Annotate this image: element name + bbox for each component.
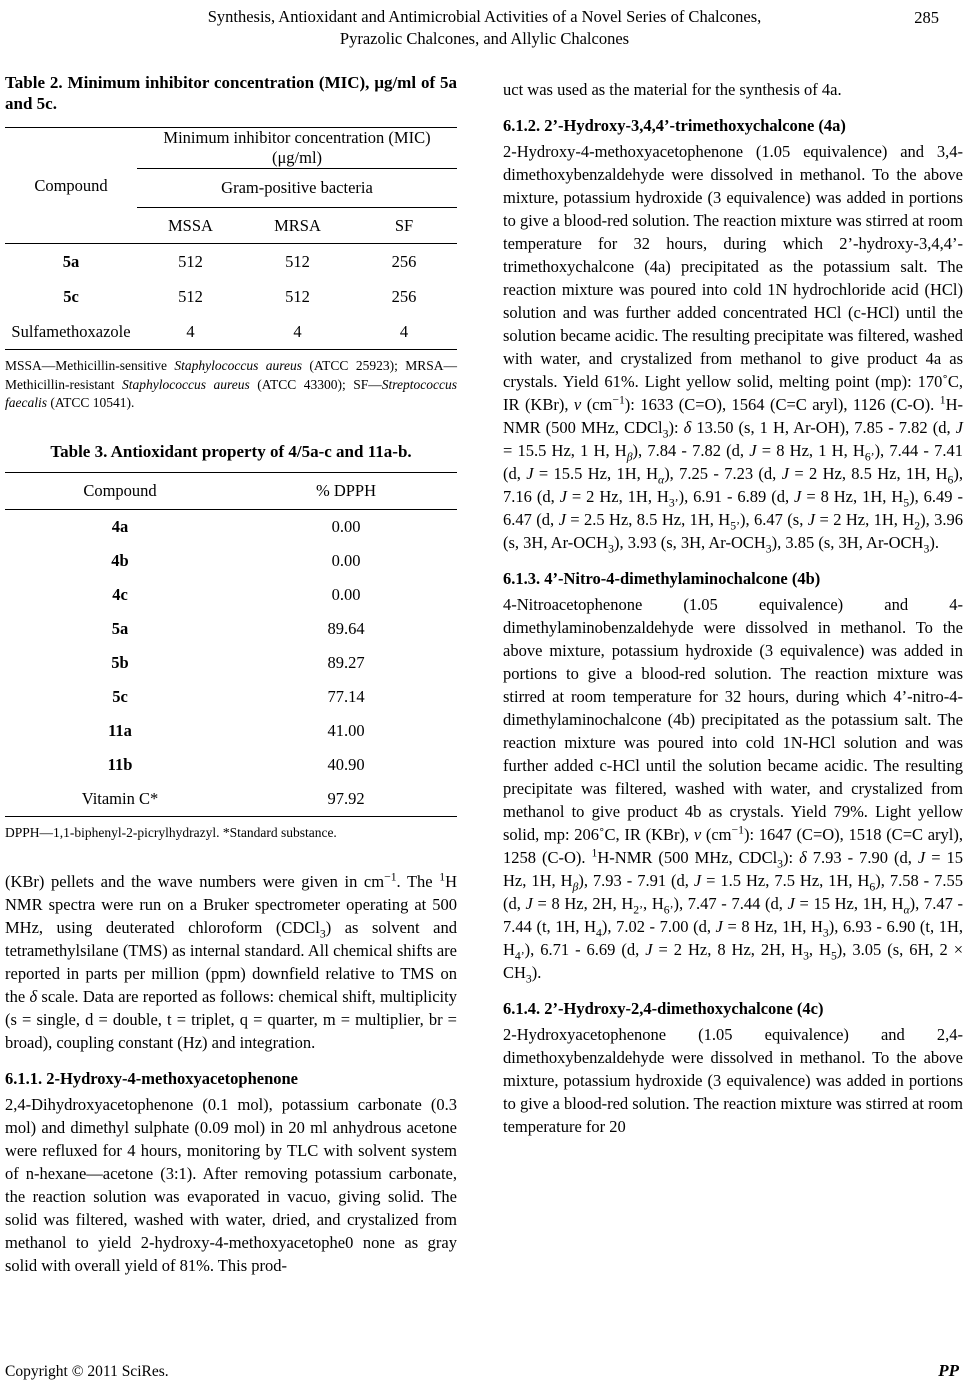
compound-cell: 4c bbox=[112, 584, 128, 604]
table-row bbox=[5, 646, 457, 680]
compound-cell: 5a bbox=[62, 251, 80, 271]
mic-col-header-sf: SF bbox=[351, 208, 457, 244]
table3-footnote: DPPH—1,1-biphenyl-2-picrylhydrazyl. *Standard substance. bbox=[5, 824, 337, 840]
table2-caption: Table 2. Minimum inhibitor concentration (MIC), μg/ml of 5a and 5c. bbox=[5, 73, 457, 113]
mic-table-group-header: Gram-positive bacteria bbox=[137, 169, 457, 208]
table-row bbox=[5, 782, 457, 817]
compound-cell: 5c bbox=[63, 286, 79, 306]
table-row bbox=[5, 714, 457, 748]
dpph-cell: 89.64 bbox=[327, 618, 365, 638]
table-row bbox=[5, 748, 457, 782]
table-row bbox=[5, 314, 457, 350]
copyright-notice: Copyright © 2011 SciRes. bbox=[5, 1363, 169, 1380]
dpph-table bbox=[5, 472, 457, 817]
mic-table bbox=[5, 127, 457, 350]
paragraph-continued: uct was used as the material for the synthesis of 4a. bbox=[503, 80, 842, 99]
dpph-col-header-value: % DPPH bbox=[235, 472, 457, 509]
dpph-cell: 0.00 bbox=[331, 584, 361, 604]
compound-cell: 5b bbox=[111, 652, 129, 672]
paragraph-6-1-4: 2-Hydroxyacetophenone (1.05 equivalence) and 2,4-dimethoxybenzaldehyde were dissolved in methanol. To the above mixture, potassium hydroxide (3 equivalence) was added in portions to give a blood-red solution. The reaction mixture was stirred at room temperature for 20 bbox=[503, 1025, 963, 1136]
mic-col-header-mrsa: MRSA bbox=[244, 208, 351, 244]
paragraph-nmr-methods: (KBr) pellets and the wave numbers were given in $cm^{-1}$. The $^1$H NMR spectra were run on a Bruker spectrometer operating at 500 MHz, using deuterated chloroform (CDCl$_3$) as solvent and tetramethylsilane (TMS) as internal standard. All chemical shifts are reported in parts per million (ppm) downfield relative to TMS on the δ scale. Data are reported as follows: chemical shift, multiplicity (s = single, d = double, t = triplet, q = quarter, m = multiplier, br = broad), coupling constant (Hz) and integration. bbox=[5, 870, 457, 1052]
mssa-cell: 512 bbox=[178, 251, 203, 271]
table-row bbox=[5, 680, 457, 714]
compound-cell: 11a bbox=[108, 720, 132, 740]
table-row bbox=[5, 244, 457, 280]
compound-cell: 5a bbox=[111, 618, 129, 638]
two-column-layout bbox=[5, 72, 963, 1277]
running-head-line2: Pyrazolic Chalcones, and Allylic Chalcones bbox=[339, 29, 630, 48]
compound-cell: 5c bbox=[112, 686, 128, 706]
paragraph-6-1-2: 2-Hydroxy-4-methoxyacetophenone (1.05 equivalence) and 3,4-dimethoxybenzaldehyde were dissolved in methanol. To the above mixture, potassium hydroxide (3 equivalence) was added in portions to give a blood-red solution. The reaction mixture was stirred at room temperature for 32 hours, during which 2’-hydroxy-3,4,4’-trimethoxychalcone (4a) precipitated as the potassium salt. The reaction mixture was poured into cold 1N hydrochloride acid (HCl) solution and was further added concentrated HCl (c-HCl) until the solution became acidic. The resulting precipitate was filtered, washed with water, and crystalized from methanol to give product 4a as crystals. Yield 61%. Light yellow solid, melting point (mp): 170˚C, IR (KBr), v $(cm^{-1})$: 1633 (C=O), 1564 (C=C aryl), 1126 (C-O). $^1$H-NMR (500 MHz, CDCl$_3$): δ 13.50 (s, 1 H, Ar-OH), 7.85 - 7.82 (d, J = 15.5 Hz, 1 H, $H_\beta$), 7.84 - 7.82 (d, J = 8 Hz, 1 H, $H_{6’}$), 7.44 - 7.41 (d, J = 15.5 Hz, 1H, $H_\alpha$), 7.25 - 7.23 (d, J = 2 Hz, 8.5 Hz, 1H, $H_6$), 7.16 (d, J = 2 Hz, 1H, $H_{3’}$), 6.91 - 6.89 (d, J = 8 Hz, 1H, $H_5$), 6.49 - 6.47 (d, J = 2.5 Hz, 8.5 Hz, 1H, $H_{5’}$), 6.47 (s, J = 2 Hz, 1H, $H_2$), 3.96 (s, 3H, $Ar-OCH_3$), 3.93 (s, 3H, $Ar-OCH_3$), 3.85 (s, 3H, $Ar-OCH_3$). bbox=[503, 142, 964, 556]
mssa-cell: 512 bbox=[178, 286, 203, 306]
right-column bbox=[503, 72, 963, 1277]
heading-6-1-2: 6.1.2. 2’-Hydroxy-3,4,4’-trimethoxychalcone (4a) bbox=[503, 116, 846, 135]
table-row bbox=[5, 578, 457, 612]
dpph-cell: 77.14 bbox=[327, 686, 365, 706]
sf-cell: 4 bbox=[399, 321, 409, 341]
dpph-cell: 97.92 bbox=[327, 788, 365, 808]
compound-cell: 4a bbox=[111, 516, 129, 536]
dpph-cell: 0.00 bbox=[331, 550, 361, 570]
compound-cell: Vitamin C* bbox=[81, 788, 159, 808]
mic-col-header-mssa: MSSA bbox=[137, 208, 244, 244]
page-number: 285 bbox=[914, 8, 939, 27]
compound-cell: 11b bbox=[107, 754, 133, 774]
left-column bbox=[5, 72, 457, 1277]
paragraph-6-1-1: 2,4-Dihydroxyacetophenone (0.1 mol), potassium carbonate (0.3 mol) and dimethyl sulphate (0.09 mol) in 20 ml anhydrous acetone were refluxed for 4 hours, monitoring by TLC with solvent system of n-hexane—acetone (3:1). After removing potassium carbonate, the reaction solution was evaporated in vacuo, giving solid. The solid was filtered, washed with water, dried, and crystalized from methanol to yield 2-hydroxy-4-methoxyacetophe0 none as gray solid with overall yield of 81%. This prod- bbox=[5, 1095, 457, 1275]
mic-table-compound-header: Compound bbox=[5, 128, 137, 244]
journal-mark: PP bbox=[938, 1361, 959, 1380]
page-footer bbox=[5, 1361, 959, 1381]
heading-6-1-4: 6.1.4. 2’-Hydroxy-2,4-dimethoxychalcone (4c) bbox=[503, 999, 824, 1018]
dpph-col-header-compound: Compound bbox=[5, 472, 235, 509]
compound-cell: 4b bbox=[111, 550, 129, 570]
mic-table-span-header: Minimum inhibitor concentration (MIC) (μg/ml) bbox=[137, 128, 457, 169]
sf-cell: 256 bbox=[391, 251, 417, 271]
dpph-cell: 41.00 bbox=[327, 720, 365, 740]
sf-cell: 256 bbox=[391, 286, 417, 306]
running-head-line1: Synthesis, Antioxidant and Antimicrobial Activities of a Novel Series of Chalcones, bbox=[207, 7, 762, 26]
heading-6-1-1: 6.1.1. 2-Hydroxy-4-methoxyacetophenone bbox=[5, 1069, 299, 1088]
dpph-cell: 0.00 bbox=[331, 516, 361, 536]
compound-cell: Sulfamethoxazole bbox=[11, 321, 131, 341]
table-row bbox=[5, 612, 457, 646]
mssa-cell: 4 bbox=[186, 321, 195, 341]
table2-footnote: MSSA—Methicillin-sensitive Staphylococcus aureus (ATCC 25923); MRSA—Methicillin-resistant Staphylococcus aureus (ATCC 43300); SF—Streptococcus faecalis (ATCC 10541). bbox=[5, 358, 457, 410]
running-head bbox=[110, 6, 859, 50]
heading-6-1-3: 6.1.3. 4’-Nitro-4-dimethylaminochalcone (4b) bbox=[503, 569, 821, 588]
table-row bbox=[5, 509, 457, 544]
table-row bbox=[5, 544, 457, 578]
dpph-cell: 40.90 bbox=[327, 754, 365, 774]
mrsa-cell: 512 bbox=[285, 251, 310, 271]
paragraph-6-1-3: 4-Nitroacetophenone (1.05 equivalence) and 4-dimethylaminobenzaldehyde were dissolved in methanol. To the above mixture, potassium hydroxide (3 equivalence) was added in portions to give a blood-red solution. The reaction mixture was stirred at room temperature for 32 hours, during which 4’-nitro-4-dimethylaminochalcone (4b) precipitated as the potassium salt. The reaction mixture was poured into cold 1N-HCl solution and was further added c-HCl until the solution became acidic. The resulting precipitate was filtered, washed with water, and crystalized from methanol to give product 4b as crystals. Yield 79%. Light yellow solid, mp: 206˚C, IR (KBr), v $(cm^{-1})$: 1647 (C=O), 1518 (C=C aryl), 1258 (C-O). $^1$H-NMR (500 MHz, CDCl$_3$): δ 7.93 - 7.90 (d, J = 15 Hz, 1H, $H_\beta$), 7.93 - 7.91 (d, J = 1.5 Hz, 7.5 Hz, 1H, $H_6$), 7.58 - 7.55 (d, J = 8 Hz, 2H, $H_{2’}$, $H_{6’}$), 7.47 - 7.44 (d, J = 15 Hz, 1H, $H_\alpha$), 7.47 - 7.44 (t, 1H, $H_4$), 7.02 - 7.00 (d, J = 8 Hz, 1H, $H_3$), 6.93 - 6.90 (t, 1H, $H_{4’}$), 6.71 - 6.69 (d, J = 2 Hz, 8 Hz, 2H, $H_3$, $H_5$), 3.05 (s, 6H, $2 \times CH_3$). bbox=[503, 595, 964, 986]
dpph-cell: 89.27 bbox=[327, 652, 365, 672]
table-row bbox=[5, 279, 457, 314]
table3-caption: Table 3. Antioxidant property of 4/5a-c and 11a-b. bbox=[50, 441, 412, 461]
mrsa-cell: 4 bbox=[293, 321, 302, 341]
mrsa-cell: 512 bbox=[285, 286, 310, 306]
